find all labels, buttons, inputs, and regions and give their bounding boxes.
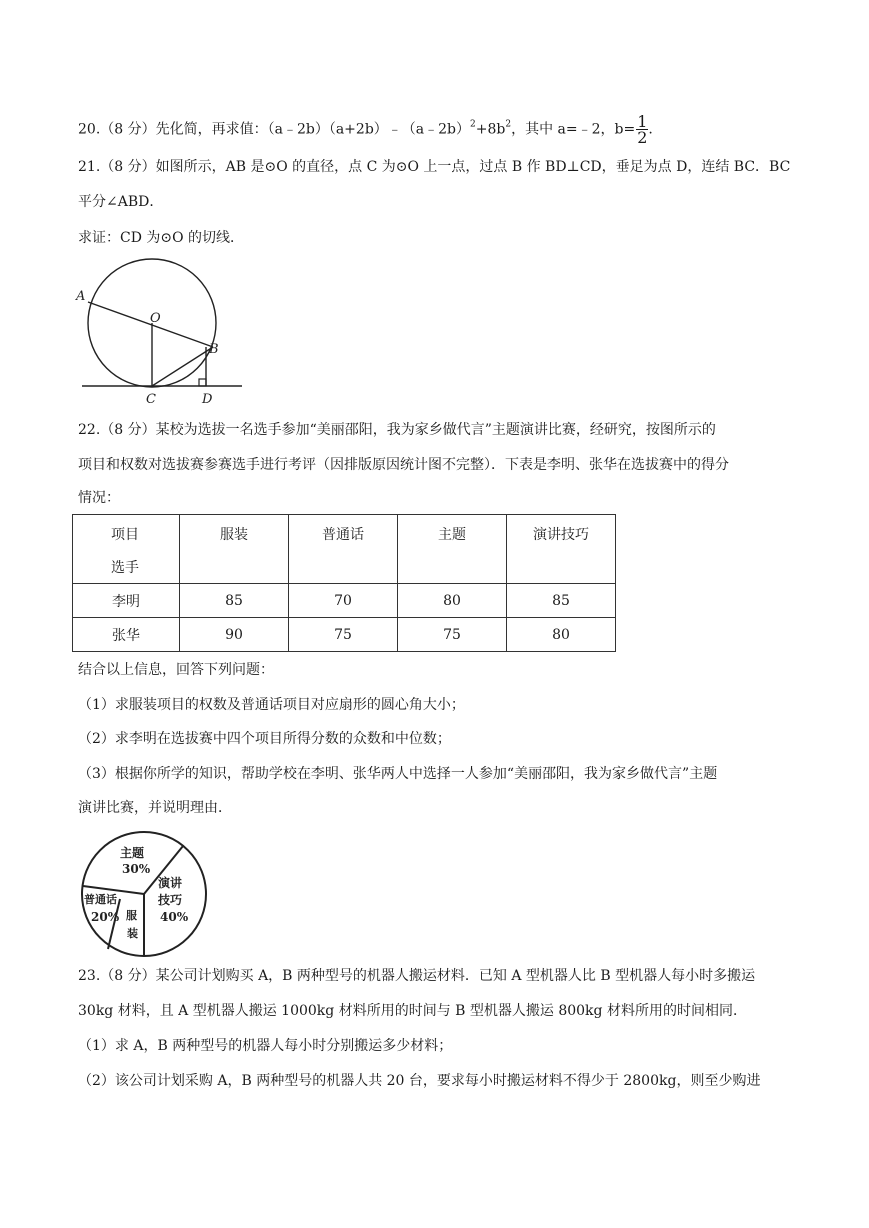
- q22-sub-1: （1）求服装项目的权数及普通话项目对应扇形的圆心角大小；: [78, 697, 465, 713]
- pie-label-mandarin-pct: 20%: [91, 910, 120, 924]
- q20-mid: +8b: [475, 121, 506, 138]
- label-b: B: [209, 342, 219, 357]
- table-row: [73, 584, 616, 618]
- pie-label-speech-1: 演讲: [158, 876, 183, 890]
- row-name: 张华: [73, 618, 180, 652]
- pie-divider: [108, 899, 120, 949]
- q22-after-table: 结合以上信息，回答下列问题：: [78, 662, 274, 678]
- q20-text: 20.（8 分）先化简，再求值：（a﹣2b）（a+2b）﹣（a﹣2b）: [78, 121, 470, 138]
- q23-sub-1: （1）求 A，B 两种型号的机器人每小时分别搬运多少材料；: [78, 1038, 453, 1054]
- label-o: O: [150, 311, 161, 326]
- pie-label-speech-2: 技巧: [158, 893, 183, 907]
- q22-sub-3b: 演讲比赛，并说明理由．: [78, 800, 232, 816]
- q21-line-2: 平分∠ABD．: [78, 194, 164, 210]
- q22-line-3: 情况：: [78, 490, 120, 506]
- score-table: [72, 514, 616, 652]
- table-corner-cell: [73, 515, 180, 584]
- header-mandarin: 普通话: [289, 515, 398, 584]
- q20-fraction: [636, 114, 648, 145]
- pie-chart-figure: [78, 830, 208, 960]
- corner-bottom-label: 选手: [111, 560, 139, 576]
- segment-bc: [152, 347, 213, 386]
- q22-sub-3a: （3）根据你所学的知识，帮助学校在李明、张华两人中选择一人参加“美丽邵阳，我为家乡做代言”主题: [78, 766, 718, 782]
- header-theme: 主题: [398, 515, 507, 584]
- cell-value: 85: [507, 584, 616, 618]
- label-d: D: [202, 392, 213, 407]
- corner-top-label: 项目: [111, 527, 139, 543]
- table-header-row: [73, 515, 616, 584]
- q20-sup2: 2: [505, 119, 512, 130]
- fraction-denominator: 2: [637, 128, 648, 147]
- table-row: [73, 618, 616, 652]
- pie-label-speech-pct: 40%: [160, 910, 189, 924]
- fraction-numerator: 1: [637, 112, 648, 131]
- q23-line-1: 23.（8 分）某公司计划购买 A，B 两种型号的机器人搬运材料．已知 A 型机器人比 B 型机器人每小时多搬运: [78, 968, 756, 984]
- q22-line-1: 22.（8 分）某校为选拔一名选手参加“美丽邵阳，我为家乡做代言”主题演讲比赛，经研究，按图所示的: [78, 422, 716, 438]
- cell-value: 70: [289, 584, 398, 618]
- pie-label-theme-pct: 30%: [122, 862, 151, 876]
- q21-line-3: 求证：CD 为⊙O 的切线．: [78, 230, 245, 246]
- cell-value: 85: [180, 584, 289, 618]
- q22-sub-2: （2）求李明在选拔赛中四个项目所得分数的众数和中位数；: [78, 731, 451, 747]
- pie-label-clothing-1: 服: [126, 909, 137, 922]
- pie-label-clothing-2: 装: [127, 927, 138, 940]
- cell-value: 90: [180, 618, 289, 652]
- q21-line-1: 21.（8 分）如图所示，AB 是⊙O 的直径，点 C 为⊙O 上一点，过点 B 作 BD⊥CD，垂足为点 D，连结 BC．BC: [78, 159, 791, 175]
- label-a: A: [76, 289, 86, 304]
- cell-value: 75: [398, 618, 507, 652]
- header-clothing: 服装: [180, 515, 289, 584]
- cell-value: 80: [507, 618, 616, 652]
- right-angle-mark: [199, 379, 206, 386]
- q20-tail: ，其中 a=﹣2，b=: [511, 121, 636, 138]
- q23-sub-2: （2）该公司计划采购 A，B 两种型号的机器人共 20 台，要求每小时搬运材料不得少于 2800kg，则至少购进: [78, 1073, 761, 1089]
- cell-value: 75: [289, 618, 398, 652]
- label-c: C: [146, 392, 156, 407]
- q20-sup1: 2: [470, 119, 476, 130]
- header-speech-skill: 演讲技巧: [507, 515, 616, 584]
- circle-tangent-figure: [70, 258, 250, 408]
- pie-label-theme: 主题: [120, 846, 145, 860]
- cell-value: 80: [398, 584, 507, 618]
- q23-line-2: 30kg 材料，且 A 型机器人搬运 1000kg 材料所用的时间与 B 型机器人搬运 800kg 材料所用的时间相同．: [78, 1003, 747, 1019]
- q20-end: .: [648, 121, 653, 138]
- q22-line-2: 项目和权数对选拔赛参赛选手进行考评（因排版原因统计图不完整）．下表是李明、张华在选拔赛中的得分: [78, 457, 729, 473]
- question-20: [78, 114, 653, 145]
- row-name: 李明: [73, 584, 180, 618]
- pie-label-mandarin: 普通话: [84, 893, 117, 906]
